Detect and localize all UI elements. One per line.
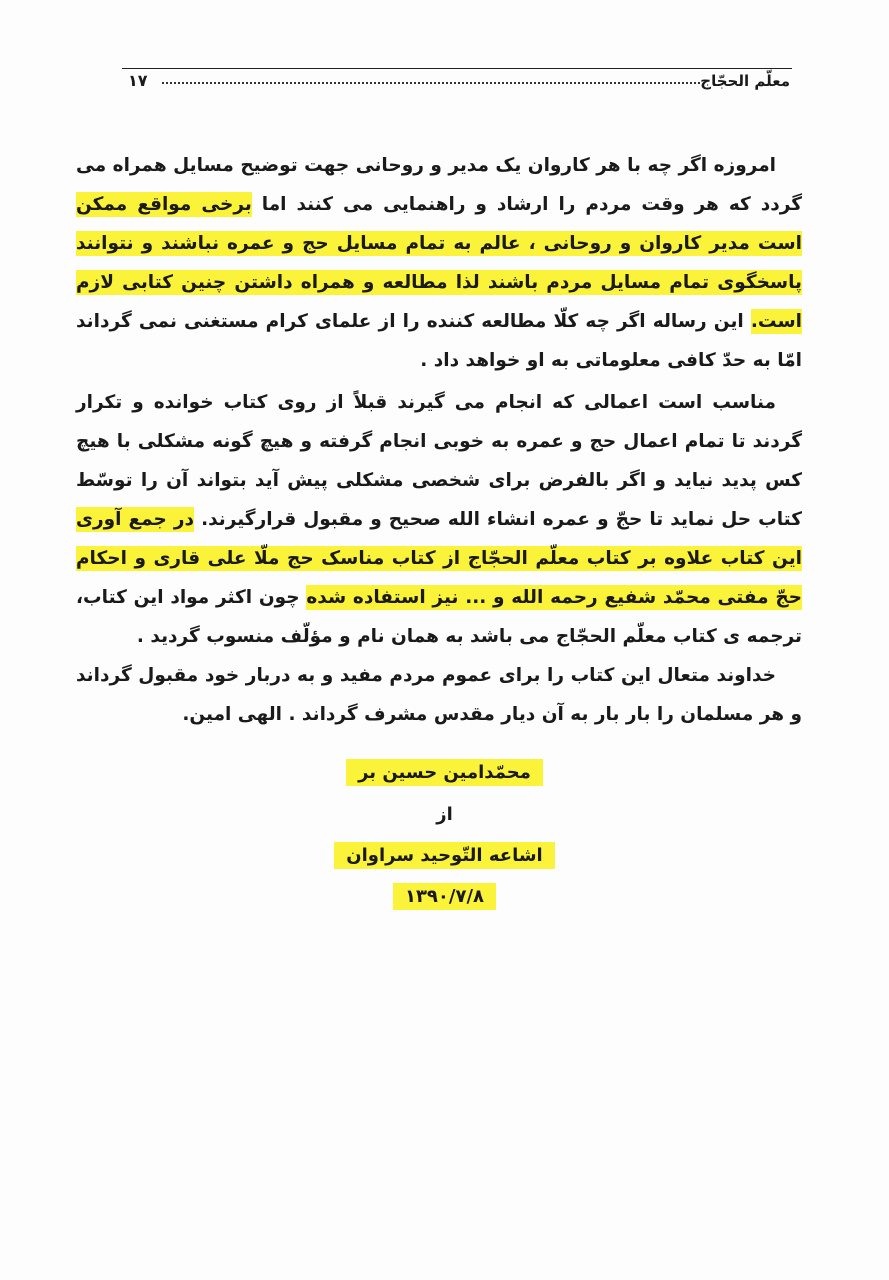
text-segment: مناسب است اعمالی که انجام می گیرند قبلاً از روی کتاب خوانده و تکرار گردند تا تمام اعمال حج و عمره به خوبی انجام گرفته و هیچ گونه مشکلی با هیچ کس پدید نیاید و اگر بالفرض برای شخصی مشکلی پیش آید بتواند آن را توسّط کتاب حل نماید تا حجّ و عمره انشاء الله صحیح و مقبول قرارگیرند. [76,392,802,530]
paragraph-1 [76,146,802,380]
highlighted-text: در جمع آوری این کتاب علاوه بر کتاب معلّم الحجّاج از کتاب مناسک حج ملّا علی قاری و احکام حجّ مفتی محمّد شفیع رحمه الله و ... نیز استفاده شده [76,509,802,608]
signature-date: ۱۳۹۰/۷/۸ [393,883,496,910]
signature-name-line [0,762,889,783]
body-text [76,146,802,734]
signature-name: محمّدامین حسین بر [346,759,543,786]
page-number: ۱۷ [128,71,148,90]
highlighted-text: برخی مواقع ممکن است مدیر کاروان و روحانی ، عالم به تمام مسایل حج و عمره نباشند و نتوانند پاسخگوی تمام مسایل مردم باشند لذا مطالعه و همراه داشتن چنین کتابی لازم است. [76,194,802,332]
text-segment: خداوند متعال این کتاب را برای عموم مردم مفید و به دربار خود مقبول گرداند و هر مسلمان را بار بار به آن دیار مقدس مشرف گرداند . الهی امین. [76,665,802,725]
paragraph-3 [76,656,802,734]
running-title: معلّم الحجّاج [700,72,790,90]
paragraph-2 [76,383,802,656]
text-segment: امروزه اگر چه با هر کاروان یک مدیر و روحانی جهت توضیح مسایل همراه می گردد که هر وقت مردم را ارشاد و راهنمایی می کنند اما [76,155,803,215]
page-header [122,66,792,94]
header-dotted-leader [162,82,700,84]
signature-from-line [0,804,889,825]
text-segment: چون اکثر مواد این کتاب، ترجمه ی کتاب معلّم الحجّاج می باشد به همان نام و مؤلّف منسوب گردید . [76,587,802,647]
signature-date-line [0,886,889,907]
signature-from: از [436,804,453,825]
header-rule [122,68,792,69]
signature-institution: اشاعه التّوحید سراوان [334,842,554,869]
text-segment: این رساله اگر چه کلّا مطالعه کننده را از علمای کرام مستغنی نمی گرداند امّا به حدّ کافی معلوماتی به او خواهد داد . [76,311,802,371]
signature-institution-line [0,845,889,866]
